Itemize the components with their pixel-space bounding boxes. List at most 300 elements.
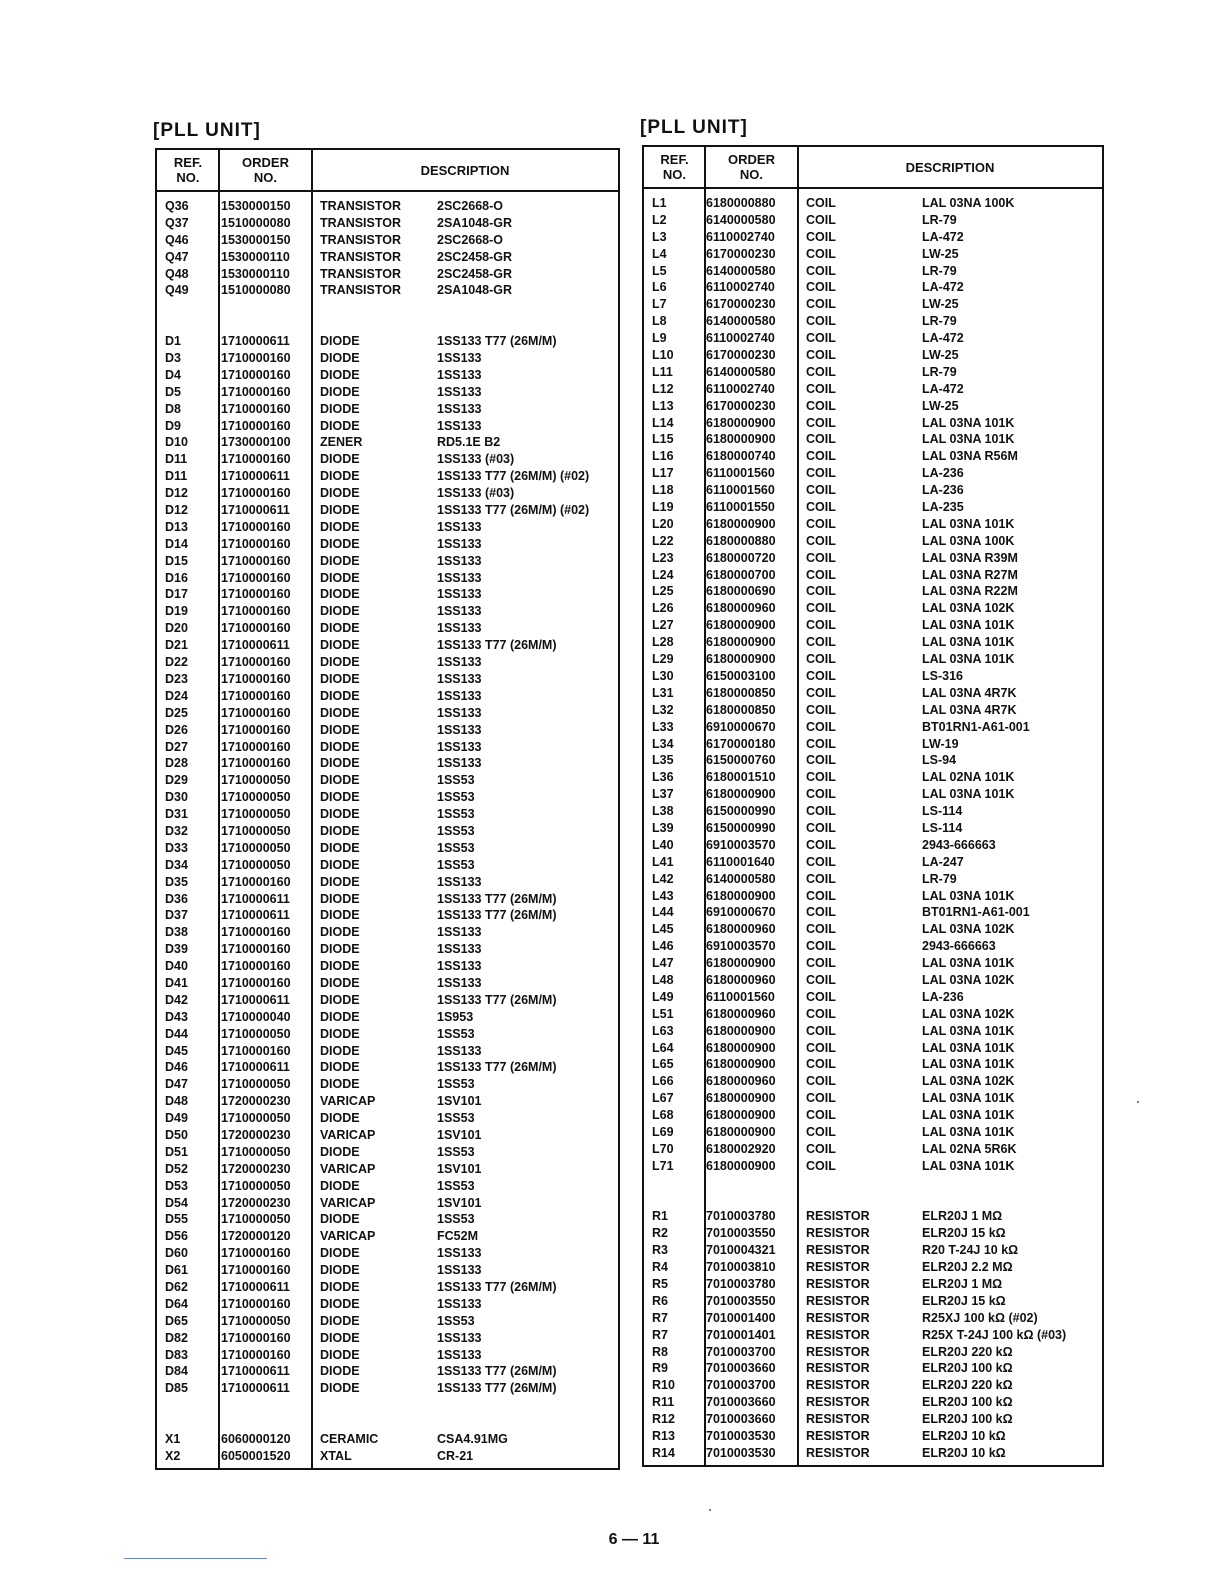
ref-no: R5 (652, 1277, 668, 1291)
part-spec: LS-114 (922, 820, 963, 835)
part-spec: 1SS53 (437, 773, 475, 788)
table-row (644, 347, 1102, 364)
ref-no: R7 (652, 1310, 668, 1325)
ref-no: L20 (652, 516, 674, 531)
part-spec: LAL 03NA R22M (922, 584, 1018, 599)
table-row (157, 1296, 618, 1313)
order-no: 1710000611 (221, 469, 290, 484)
part-type: COIL (806, 668, 836, 683)
part-spec: 1SS53 (437, 1144, 475, 1159)
order-no: 1710000160 (221, 722, 291, 737)
part-type: TRANSISTOR (320, 266, 402, 281)
order-no: 1710000160 (221, 587, 291, 602)
ref-no: D25 (165, 705, 188, 720)
part-spec: 1SS133 (437, 1043, 482, 1058)
ref-no: D31 (165, 807, 188, 822)
ref-no: D36 (165, 891, 188, 906)
part-type: DIODE (320, 655, 360, 670)
part-spec: ELR20J 100 kΩ (922, 1412, 1013, 1427)
part-spec: 1SS53 (437, 1111, 475, 1126)
table-row (157, 198, 618, 215)
order-no: 1530000110 (221, 266, 290, 281)
part-type: VARICAP (320, 1229, 376, 1244)
order-no: 6110001560 (706, 989, 775, 1004)
part-spec: 1SS133 T77 (26M/M) (437, 891, 557, 906)
part-spec: 2SA1048-GR (437, 215, 513, 230)
ref-no: D45 (165, 1043, 188, 1058)
table-row (644, 803, 1102, 820)
part-spec: LAL 03NA 101K (922, 1057, 1015, 1072)
table-row (157, 958, 618, 975)
part-type: COIL (806, 246, 836, 261)
part-spec: LAL 03NA 101K (922, 1091, 1015, 1106)
part-type: COIL (806, 483, 836, 498)
order-no: 1710000160 (221, 1330, 291, 1345)
part-type: COIL (806, 804, 836, 819)
order-no: 6140000580 (706, 212, 776, 227)
table-row (644, 1107, 1102, 1124)
ref-no: D12 (165, 486, 188, 501)
ref-no: D19 (165, 604, 188, 619)
ref-no: D39 (165, 942, 188, 957)
part-type: DIODE (320, 823, 360, 838)
left-table-body (157, 198, 618, 1465)
part-spec: 1SS133 T77 (26M/M) (437, 1381, 557, 1396)
table-row (644, 786, 1102, 803)
table-row (644, 567, 1102, 584)
ref-no: L5 (652, 263, 667, 278)
part-spec: RD5.1E B2 (437, 435, 501, 450)
order-no: 1720000230 (221, 1094, 291, 1109)
table-row (644, 583, 1102, 600)
order-no: 6910000670 (706, 905, 776, 920)
ref-no: D52 (165, 1161, 188, 1176)
table-row (644, 263, 1102, 280)
table-row (644, 1192, 1102, 1209)
scan-speck (1137, 1101, 1139, 1103)
part-type: COIL (806, 348, 836, 363)
part-spec: LR-79 (922, 212, 957, 227)
part-spec: 1SS133 T77 (26M/M) (#02) (437, 469, 590, 484)
ref-no: L26 (652, 601, 674, 616)
order-no: 6060000120 (221, 1432, 291, 1447)
order-no: 1510000080 (221, 215, 291, 230)
order-no: 7010003530 (706, 1429, 776, 1444)
table-row (644, 1242, 1102, 1259)
table-row (157, 1380, 618, 1397)
part-spec: 1SS133 (#03) (437, 452, 515, 467)
part-spec: LA-472 (922, 280, 964, 295)
part-spec: LAL 03NA 101K (922, 1023, 1015, 1038)
ref-no: L2 (652, 212, 667, 227)
order-no: 1710000160 (221, 705, 291, 720)
table-row (644, 1411, 1102, 1428)
part-type: COIL (806, 1074, 836, 1089)
order-no: 1710000160 (221, 536, 291, 551)
ref-no: L32 (652, 702, 674, 717)
part-spec: LAL 03NA 102K (922, 1006, 1015, 1021)
order-no: 1710000050 (221, 1212, 291, 1227)
part-spec: LAL 03NA 101K (922, 1040, 1015, 1055)
table-row (157, 586, 618, 603)
table-row (157, 367, 618, 384)
part-type: COIL (806, 1006, 836, 1021)
part-type: COIL (806, 533, 836, 548)
ref-no: D50 (165, 1127, 188, 1142)
ref-no: D82 (165, 1330, 188, 1345)
part-type: COIL (806, 972, 836, 987)
order-no: 1710000050 (221, 1178, 291, 1193)
part-type: COIL (806, 212, 836, 227)
part-type: COIL (806, 635, 836, 650)
table-row (644, 1056, 1102, 1073)
part-type: COIL (806, 331, 836, 346)
order-no: 1710000160 (221, 975, 291, 990)
part-type: COIL (806, 584, 836, 599)
table-row (644, 1344, 1102, 1361)
order-no: 6180000960 (706, 922, 776, 937)
order-no: 1710000160 (221, 671, 291, 686)
part-type: DIODE (320, 452, 360, 467)
ref-no: D27 (165, 739, 188, 754)
order-no: 1720000230 (221, 1195, 291, 1210)
table-row (157, 806, 618, 823)
order-no: 1710000160 (221, 874, 291, 889)
table-row (157, 857, 618, 874)
part-spec: LAL 03NA 102K (922, 1074, 1015, 1089)
part-spec: ELR20J 10 kΩ (922, 1445, 1006, 1460)
part-spec: 1SS133 (437, 874, 482, 889)
order-no: 6180001510 (706, 770, 776, 785)
part-type: DIODE (320, 773, 360, 788)
order-no: 1510000080 (221, 283, 291, 298)
table-row (157, 299, 618, 316)
order-no: 6180000900 (706, 1091, 776, 1106)
order-no: 6170000230 (706, 398, 776, 413)
part-spec: 1SS133 (437, 671, 482, 686)
ref-no: L38 (652, 804, 674, 819)
part-spec: CSA4.91MG (437, 1432, 508, 1447)
table-row (644, 921, 1102, 938)
part-type: TRANSISTOR (320, 283, 402, 298)
part-type: DIODE (320, 351, 360, 366)
part-type: DIODE (320, 1212, 360, 1227)
ref-no: D84 (165, 1364, 188, 1379)
ref-no: L44 (652, 905, 674, 920)
part-spec: 1SV101 (437, 1127, 482, 1142)
part-type: COIL (806, 381, 836, 396)
order-no: 6180000960 (706, 601, 776, 616)
part-spec: 1SV101 (437, 1094, 482, 1109)
part-spec: 1SS53 (437, 807, 475, 822)
table-row (157, 671, 618, 688)
part-type: DIODE (320, 367, 360, 382)
ref-no: L3 (652, 229, 667, 244)
table-row (644, 702, 1102, 719)
part-type: DIODE (320, 1043, 360, 1058)
part-type: DIODE (320, 1060, 360, 1075)
ref-no: L47 (652, 956, 674, 971)
order-no: 1710000160 (221, 519, 291, 534)
part-type: RESISTOR (806, 1226, 870, 1241)
part-type: COIL (806, 516, 836, 531)
page-number: 6 — 11 (608, 1531, 660, 1548)
part-type: RESISTOR (806, 1378, 870, 1393)
order-no: 6140000580 (706, 871, 776, 886)
order-no: 1710000611 (221, 1060, 290, 1075)
part-type: COIL (806, 702, 836, 717)
right-table-body (644, 195, 1102, 1462)
ref-no: L45 (652, 922, 674, 937)
part-spec: 1SS133 (#03) (437, 486, 515, 501)
part-type: DIODE (320, 1280, 360, 1294)
ref-no: D54 (165, 1195, 188, 1210)
table-row (157, 823, 618, 840)
table-row (157, 215, 618, 232)
table-row (157, 1043, 618, 1060)
order-no: 7010003780 (706, 1209, 776, 1224)
order-no: 6180000880 (706, 533, 776, 548)
part-type: COIL (806, 652, 836, 667)
part-type: DIODE (320, 891, 360, 906)
part-spec: LS-114 (922, 804, 963, 819)
ref-no: D42 (165, 992, 188, 1007)
order-no: 6140000580 (706, 364, 776, 379)
order-no: 7010003660 (706, 1395, 776, 1410)
table-row (157, 1313, 618, 1330)
part-type: TRANSISTOR (320, 199, 402, 213)
part-type: COIL (806, 956, 836, 971)
table-row (157, 249, 618, 266)
table-row (157, 266, 618, 283)
order-no: 6150003100 (706, 668, 776, 683)
order-no: 1710000050 (221, 1077, 291, 1092)
part-spec: LA-235 (922, 500, 964, 515)
part-spec: 2SC2668-O (437, 199, 504, 213)
table-row (157, 772, 618, 789)
part-spec: 1SS133 T77 (26M/M) (437, 638, 557, 653)
order-no: 6110002740 (706, 331, 775, 346)
order-no: 6180000880 (706, 196, 776, 210)
table-row (157, 434, 618, 451)
ref-no: D14 (165, 536, 188, 551)
table-row (157, 603, 618, 620)
part-spec: 1SS133 (437, 959, 482, 974)
part-spec: LAL 03NA 101K (922, 635, 1015, 650)
table-row (644, 938, 1102, 955)
table-row (157, 722, 618, 739)
order-no: 1710000160 (221, 452, 291, 467)
ref-no: L13 (652, 398, 674, 413)
order-no: 6180000900 (706, 1158, 776, 1173)
table-row (157, 232, 618, 249)
order-no: 1710000160 (221, 1347, 291, 1362)
part-spec: 1SS53 (437, 1313, 475, 1328)
part-spec: FC52M (437, 1229, 478, 1244)
part-type: COIL (806, 364, 836, 379)
order-no: 6180002920 (706, 1141, 776, 1156)
part-spec: LR-79 (922, 871, 957, 886)
ref-no: D65 (165, 1313, 188, 1328)
order-no: 1720000230 (221, 1161, 291, 1176)
table-row (644, 364, 1102, 381)
table-row (644, 1175, 1102, 1192)
ref-no: D9 (165, 418, 181, 433)
part-spec: LA-236 (922, 483, 964, 498)
ref-no: D60 (165, 1246, 188, 1261)
part-type: COIL (806, 263, 836, 278)
ref-no: R1 (652, 1209, 668, 1224)
left-header-order: ORDER NO. (242, 155, 289, 185)
order-no: 6170000230 (706, 297, 776, 312)
table-row (157, 1093, 618, 1110)
order-no: 1710000160 (221, 756, 291, 771)
ref-no: R8 (652, 1344, 668, 1359)
part-spec: 1SS133 T77 (26M/M) (437, 1280, 557, 1294)
part-spec: LAL 03NA 101K (922, 618, 1015, 633)
right-table-header (644, 147, 1102, 189)
part-spec: 1SS133 (437, 553, 482, 568)
part-spec: LS-316 (922, 668, 963, 683)
ref-no: D43 (165, 1009, 188, 1024)
table-row (644, 1276, 1102, 1293)
part-type: TRANSISTOR (320, 232, 402, 247)
order-no: 1710000160 (221, 1263, 291, 1278)
ref-no: L41 (652, 854, 674, 869)
table-row (157, 874, 618, 891)
ref-no: L71 (652, 1158, 674, 1173)
order-no: 1710000160 (221, 570, 291, 585)
part-spec: 1SS133 (437, 519, 482, 534)
order-no: 1710000160 (221, 384, 291, 399)
ref-no: Q37 (165, 215, 189, 230)
part-spec: LA-472 (922, 381, 964, 396)
part-spec: LW-19 (922, 736, 959, 751)
part-type: RESISTOR (806, 1310, 870, 1325)
ref-no: Q48 (165, 266, 189, 281)
table-row (644, 516, 1102, 533)
order-no: 6140000580 (706, 314, 776, 329)
part-spec: R20 T-24J 10 kΩ (922, 1243, 1019, 1258)
part-type: COIL (806, 922, 836, 937)
table-row (644, 1023, 1102, 1040)
part-type: DIODE (320, 705, 360, 720)
ref-no: D38 (165, 925, 188, 940)
ref-no: L7 (652, 297, 667, 312)
part-spec: 2SC2458-GR (437, 266, 513, 281)
right-header-ref: REF. NO. (660, 152, 689, 182)
part-spec: LAL 02NA 101K (922, 770, 1015, 785)
table-row (644, 1141, 1102, 1158)
part-type: COIL (806, 753, 836, 768)
part-spec: 1SS133 (437, 1330, 482, 1345)
ref-no: R7 (652, 1327, 668, 1342)
part-type: COIL (806, 1057, 836, 1072)
order-no: 1710000050 (221, 790, 291, 805)
table-row (644, 212, 1102, 229)
table-row (157, 840, 618, 857)
ref-no: L31 (652, 685, 674, 700)
part-spec: 1SS133 (437, 756, 482, 771)
order-no: 6110002740 (706, 381, 775, 396)
ref-no: L66 (652, 1074, 674, 1089)
part-type: COIL (806, 837, 836, 852)
part-type: COIL (806, 314, 836, 329)
ref-no: R9 (652, 1361, 668, 1376)
order-no: 1720000120 (221, 1229, 291, 1244)
order-no: 1710000160 (221, 959, 291, 974)
part-spec: ELR20J 100 kΩ (922, 1395, 1013, 1410)
part-spec: LR-79 (922, 364, 957, 379)
part-type: DIODE (320, 570, 360, 585)
part-spec: LA-236 (922, 989, 964, 1004)
part-type: RESISTOR (806, 1361, 870, 1376)
order-no: 6110001560 (706, 483, 775, 498)
right-unit-title: [PLL UNIT] (640, 117, 748, 138)
part-type: DIODE (320, 503, 360, 518)
order-no: 6180000900 (706, 1040, 776, 1055)
ref-no: L24 (652, 567, 674, 582)
ref-no: L28 (652, 635, 674, 650)
order-no: 6050001520 (221, 1448, 291, 1463)
ref-no: D37 (165, 908, 188, 923)
order-no: 6180000900 (706, 1124, 776, 1139)
table-row (644, 972, 1102, 989)
table-row (644, 1377, 1102, 1394)
order-no: 1710000611 (221, 638, 290, 653)
ref-no: L16 (652, 449, 674, 464)
table-row (644, 330, 1102, 347)
right-header-order: ORDER NO. (728, 152, 775, 182)
table-row (644, 1394, 1102, 1411)
part-spec: 1SS133 (437, 418, 482, 433)
table-row (644, 550, 1102, 567)
table-row (157, 1431, 618, 1448)
ref-no: L36 (652, 770, 674, 785)
part-type: COIL (806, 449, 836, 464)
table-row (644, 195, 1102, 212)
part-type: DIODE (320, 1144, 360, 1159)
order-no: 6110002740 (706, 229, 775, 244)
ref-no: L12 (652, 381, 674, 396)
part-spec: 1SS133 (437, 1347, 482, 1362)
ref-no: D11 (165, 452, 188, 467)
ref-no: L70 (652, 1141, 674, 1156)
part-spec: 1SS133 T77 (26M/M) (437, 992, 557, 1007)
ref-no: X2 (165, 1448, 181, 1463)
table-row (157, 891, 618, 908)
part-spec: 1SS133 (437, 739, 482, 754)
part-spec: LAL 03NA 101K (922, 888, 1015, 903)
ref-no: D17 (165, 587, 188, 602)
part-type: DIODE (320, 1313, 360, 1328)
ref-no: D22 (165, 655, 188, 670)
ref-no: L65 (652, 1057, 674, 1072)
order-no: 7010003550 (706, 1226, 776, 1241)
part-type: DIODE (320, 959, 360, 974)
order-no: 6110001560 (706, 466, 775, 481)
part-spec: LAL 03NA 101K (922, 1124, 1015, 1139)
part-spec: 2SC2668-O (437, 232, 504, 247)
ref-no: L8 (652, 314, 667, 329)
order-no: 1710000160 (221, 604, 291, 619)
part-type: COIL (806, 297, 836, 312)
table-row (157, 705, 618, 722)
order-no: 1710000160 (221, 486, 291, 501)
table-row (157, 755, 618, 772)
part-type: DIODE (320, 1381, 360, 1396)
order-no: 6180000720 (706, 550, 776, 565)
